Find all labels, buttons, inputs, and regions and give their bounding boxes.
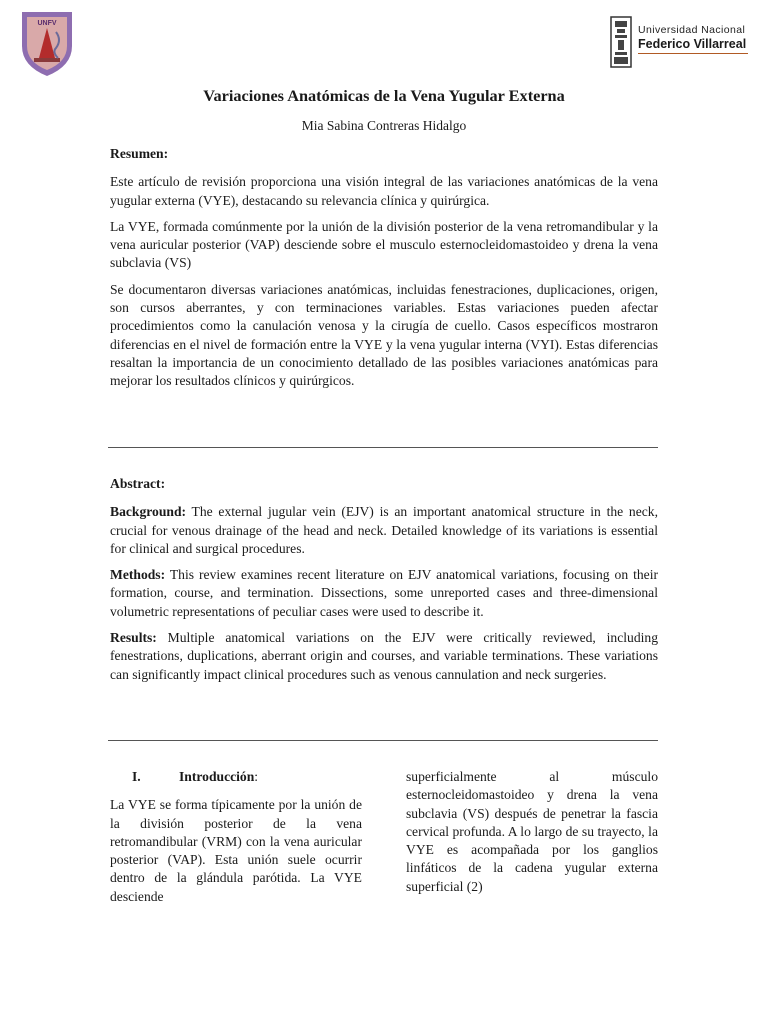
section-number: I. [132, 769, 141, 784]
abstract-heading: Abstract: [110, 476, 166, 491]
intro-right-column [406, 768, 658, 896]
section-title: Introducción [179, 769, 255, 784]
abstract-methods [110, 566, 658, 621]
section-divider [108, 447, 658, 448]
intro-left-column [110, 768, 362, 906]
university-shield-logo [18, 6, 76, 78]
section-title-colon: : [254, 769, 259, 784]
resumen-paragraph: Este artículo de revisión proporciona una visión integral de las variaciones anatómicas de la vena yugular externa (VYE), destacando su relevancia clínica y quirúrgica. [110, 174, 658, 208]
paper-title: Variaciones Anatómicas de la Vena Yugular Externa [203, 86, 565, 105]
section-divider [108, 740, 658, 741]
university-name-line2: Federico Villarreal [638, 37, 747, 51]
resumen-section [110, 145, 658, 391]
university-name-line1: Universidad Nacional [638, 24, 746, 36]
author-name: Mia Sabina Contreras Hidalgo [301, 118, 467, 133]
results-label: Results: [110, 630, 157, 646]
intro-paragraph: La VYE se forma típicamente por la unión de la división posterior de la vena retromandibular (VRM) con la vena auricular posterior (VAP). Esta unión suele ocurrir dentro de la glándula parótida. La VYE desciende [110, 797, 362, 904]
resumen-paragraph: La VYE, formada comúnmente por la unión de la división posterior de la vena retromandibular y la vena auricular posterior (VAP) desciende sobre el musculo esternocleidomastoideo y drena la vena subclavia (VS) [110, 218, 658, 271]
intro-paragraph: superficialmente al músculo esternocleidomastoideo y drena la vena subclavia (VS) después de penetrar la fascia cervical profunda. A lo largo de su trayecto, la VYE es acompañada por los ganglios linfáticos de la cadena yugular externa superficial (2) [406, 769, 658, 894]
abstract-section [110, 475, 658, 684]
logo-accent-rule [638, 53, 748, 54]
resumen-paragraph: Se documentaron diversas variaciones anatómicas, incluidas fenestraciones, duplicaciones, origen, son cursos aberrantes, y con terminaciones variables. Estas variaciones pueden afectar procedimientos como la canulación venosa y la cirugía de cuello. Casos específicos mostraron diferencias en el nivel de formación entre la VYE y la vena yugular interna (VYI). Estas diferencias resaltan la importancia de un conocimiento detallado de las posibles variaciones anatómicas para mejorar los resultados clínicos y quirúrgicos. [110, 281, 658, 389]
methods-text: This review examines recent literature on EJV anatomical variations, focusing on their formation, course, and termination. Dissections, some unreported cases and three-dimensional volumetric representations of peculiar cases were used to describe it. [110, 567, 658, 619]
abstract-results [110, 629, 658, 684]
abstract-background [110, 503, 658, 558]
university-name [638, 24, 748, 54]
resumen-heading: Resumen: [110, 146, 169, 161]
shield-logo-text: UNFV [37, 20, 57, 27]
results-text: Multiple anatomical variations on the EJV were critically reviewed, including fenestrations, duplications, aberrant origin and courses, and variable terminations. These variations can significantly impact clinical procedures such as venous cannulation and neck surgeries. [110, 630, 658, 682]
methods-label: Methods: [110, 567, 166, 583]
background-label: Background: [110, 504, 187, 520]
tower-emblem-icon [610, 16, 632, 68]
background-text: The external jugular vein (EJV) is an important anatomical structure in the neck, crucial for venous drainage of the head and neck. Detailed knowledge of its variations is essential for clinical and surgical procedures. [110, 504, 658, 556]
intro-heading [110, 768, 362, 786]
university-logo [610, 16, 750, 72]
